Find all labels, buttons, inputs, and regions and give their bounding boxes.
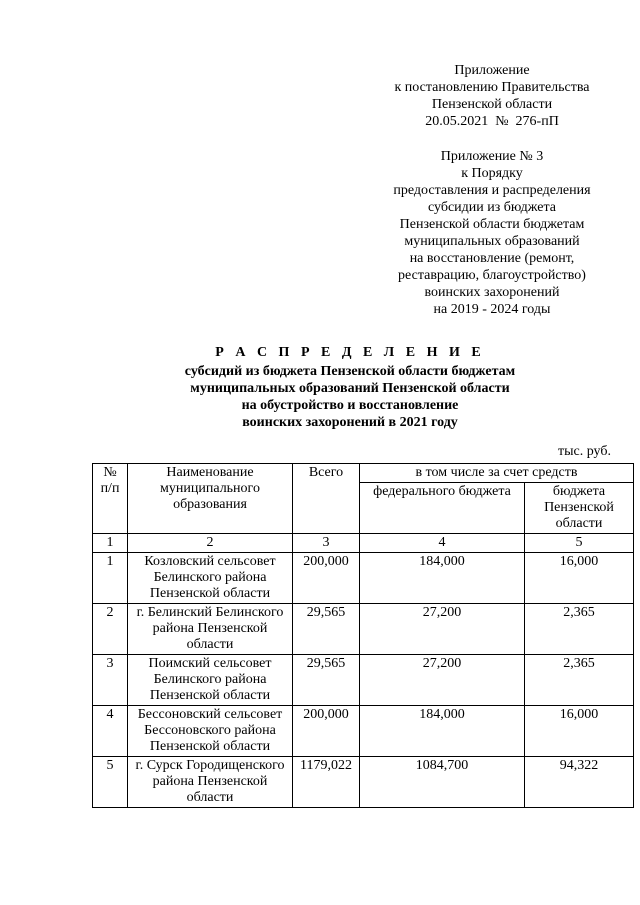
attachment-line: воинских захоронений: [424, 285, 560, 300]
attachment-line: на восстановление (ремонт,: [409, 251, 575, 266]
row-federal: 184,000: [360, 706, 525, 757]
row-federal: 1084,700: [360, 757, 525, 808]
column-number: 4: [360, 534, 525, 553]
header-federal: федерального бюджета: [360, 483, 525, 534]
column-number: 5: [525, 534, 634, 553]
row-federal: 27,200: [360, 655, 525, 706]
heading-line: муниципальных образований Пензенской области: [190, 381, 510, 396]
column-number: 2: [128, 534, 293, 553]
heading-line: субсидий из бюджета Пензенской области бюджетам: [184, 364, 516, 379]
header-including: в том числе за счет средств: [360, 464, 634, 483]
attachment-date-number: 20.05.2021 № 276-пП: [425, 114, 559, 129]
attachment-line: реставрацию, благоустройство): [398, 268, 586, 283]
attachment-line: муниципальных образований: [404, 234, 580, 249]
table-row: [93, 604, 634, 655]
attachment-line: Пензенской области: [431, 97, 553, 112]
attachment-line: к постановлению Правительства: [394, 80, 590, 95]
attachment-block-2: [380, 148, 604, 318]
row-total: 200,000: [293, 706, 360, 757]
row-regional: 16,000: [525, 706, 634, 757]
column-number: 3: [293, 534, 360, 553]
header-total: Всего: [293, 464, 360, 534]
row-name: г. Сурск Городищенского района Пензенской области: [128, 757, 293, 808]
row-regional: 94,322: [525, 757, 634, 808]
row-num: 4: [93, 706, 128, 757]
table-row: [93, 757, 634, 808]
row-total: 200,000: [293, 553, 360, 604]
heading-line: на обустройство и восстановление: [241, 398, 459, 413]
document-heading: [60, 344, 640, 431]
row-regional: 2,365: [525, 655, 634, 706]
row-total: 1179,022: [293, 757, 360, 808]
row-num: 5: [93, 757, 128, 808]
attachment-line: субсидии из бюджета: [427, 200, 556, 215]
attachment-line: Приложение: [454, 63, 530, 78]
attachment-line: к Порядку: [461, 166, 523, 181]
column-number-row: [93, 534, 634, 553]
row-num: 3: [93, 655, 128, 706]
row-name: Бессоновский сельсовет Бессоновского района Пензенской области: [128, 706, 293, 757]
row-federal: 27,200: [360, 604, 525, 655]
header-num: № п/п: [93, 464, 128, 534]
header-regional: бюджета Пензенской области: [525, 483, 634, 534]
attachment-line: Приложение № 3: [440, 149, 544, 164]
distribution-table: [92, 463, 634, 808]
attachment-line: Пензенской области бюджетам: [399, 217, 585, 232]
column-number: 1: [93, 534, 128, 553]
row-total: 29,565: [293, 655, 360, 706]
heading-line: воинских захоронений в 2021 году: [242, 415, 458, 430]
row-name: г. Белинский Белинского района Пензенской области: [128, 604, 293, 655]
row-num: 2: [93, 604, 128, 655]
row-name: Козловский сельсовет Белинского района Пензенской области: [128, 553, 293, 604]
units-label: тыс. руб.: [558, 444, 611, 459]
header-name: Наименование муниципального образования: [128, 464, 293, 534]
table-row: [93, 655, 634, 706]
attachment-line: предоставления и распределения: [393, 183, 591, 198]
document-title: Р А С П Р Е Д Е Л Е Н И Е: [215, 345, 485, 360]
attachment-line: на 2019 - 2024 годы: [433, 302, 551, 317]
row-federal: 184,000: [360, 553, 525, 604]
row-name: Поимский сельсовет Белинского района Пензенской области: [128, 655, 293, 706]
table-row: [93, 706, 634, 757]
row-num: 1: [93, 553, 128, 604]
row-total: 29,565: [293, 604, 360, 655]
row-regional: 16,000: [525, 553, 634, 604]
row-regional: 2,365: [525, 604, 634, 655]
table-header-row: [93, 464, 634, 483]
attachment-block-1: [380, 62, 604, 130]
table-row: [93, 553, 634, 604]
